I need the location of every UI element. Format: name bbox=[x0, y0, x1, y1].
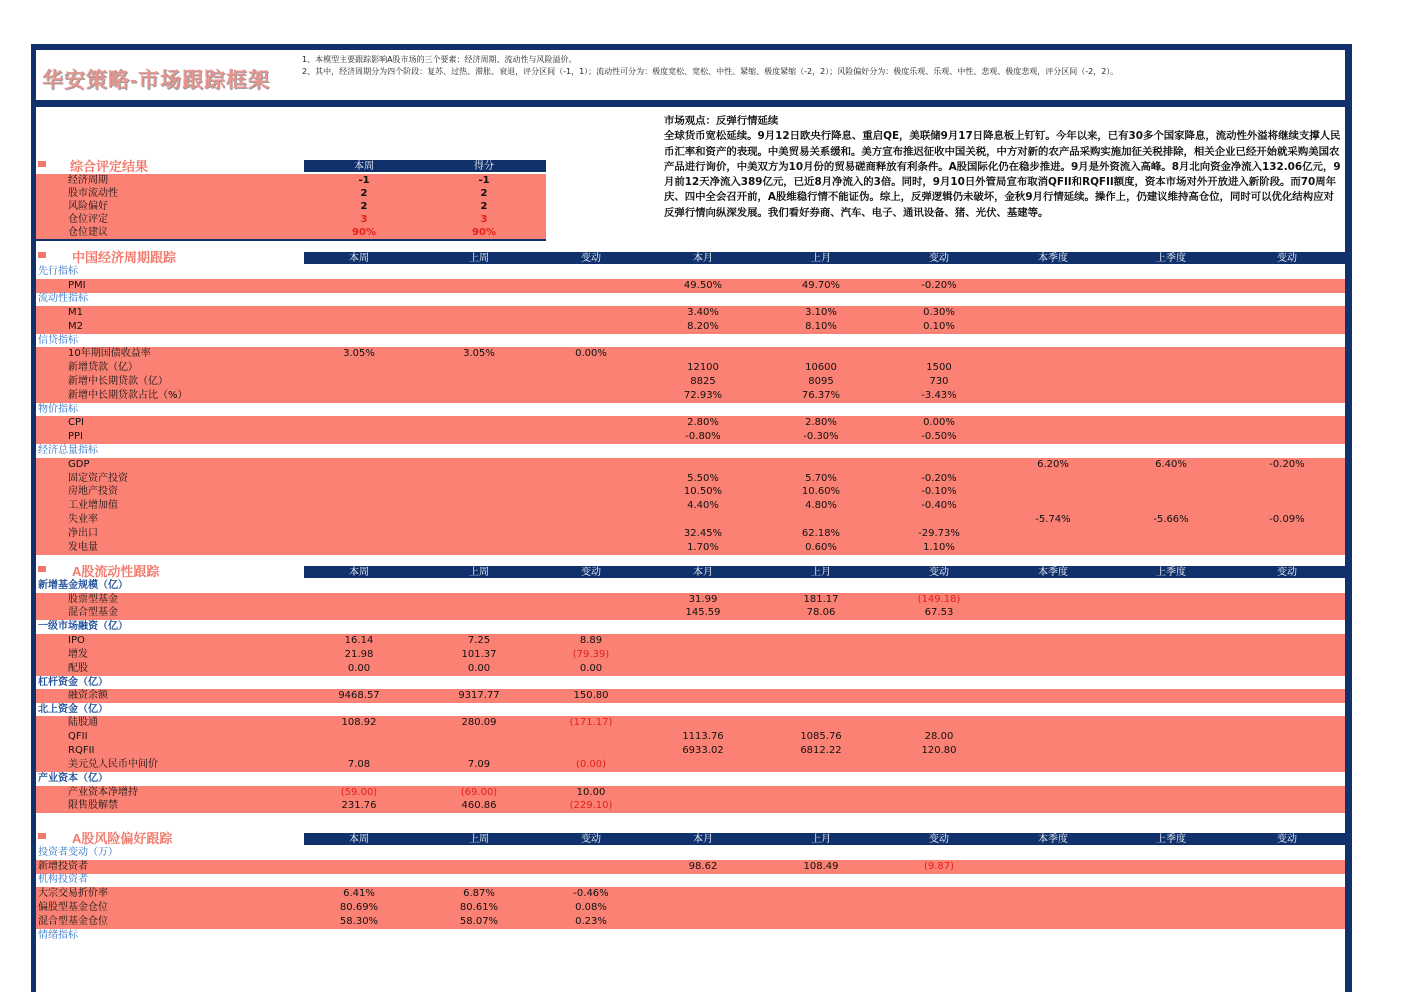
row-label: 偏股型基金仓位 bbox=[38, 901, 108, 913]
row-label: 失业率 bbox=[68, 514, 98, 526]
summary-row-value: 2 bbox=[360, 201, 368, 212]
row-value: -29.73% bbox=[918, 528, 960, 540]
row-value: 1113.76 bbox=[682, 731, 724, 743]
summary-header-score: 得分 bbox=[474, 161, 494, 172]
market-view bbox=[664, 114, 1344, 221]
row-value: 6.20% bbox=[1037, 458, 1069, 470]
page-title: 华安策略-市场跟踪框架 bbox=[42, 69, 270, 92]
row-value: 1085.76 bbox=[800, 731, 842, 743]
row-label: 大宗交易折价率 bbox=[38, 887, 108, 899]
row-value: 31.99 bbox=[688, 593, 718, 605]
row-value: 0.00 bbox=[579, 662, 603, 674]
table-row bbox=[36, 634, 1350, 648]
row-label: 限售股解禁 bbox=[68, 800, 118, 812]
row-label: 陆股通 bbox=[68, 717, 98, 729]
row-value: (149.18) bbox=[917, 593, 961, 605]
row-value: -0.40% bbox=[921, 500, 957, 512]
row-value: -0.80% bbox=[685, 431, 721, 443]
row-value: 3.05% bbox=[343, 348, 375, 360]
summary-row-value: 2 bbox=[480, 201, 488, 212]
table-row bbox=[36, 716, 1350, 730]
row-value: 460.86 bbox=[461, 800, 497, 812]
row-value: -0.46% bbox=[573, 887, 609, 899]
table-row bbox=[36, 887, 1350, 901]
sec1-header bbox=[304, 252, 1348, 264]
sec2-title: A股流动性跟踪 bbox=[72, 564, 160, 579]
indicator-group: 物价指标 bbox=[38, 403, 78, 415]
sec1-col-header: 本月 bbox=[693, 253, 713, 264]
row-label: 新增中长期贷款占比（%） bbox=[68, 389, 188, 401]
row-value: 72.93% bbox=[683, 389, 723, 401]
sec3-col-header: 本月 bbox=[693, 834, 713, 845]
table-row bbox=[36, 915, 1350, 929]
row-value: 1.70% bbox=[687, 542, 719, 553]
table-row bbox=[36, 430, 1350, 444]
row-value: -5.66% bbox=[1153, 514, 1189, 526]
row-value: 6.40% bbox=[1155, 458, 1187, 470]
row-label: 美元兑人民币中间价 bbox=[68, 759, 158, 771]
row-value: 7.25 bbox=[467, 634, 491, 646]
row-value: 6.87% bbox=[463, 887, 495, 899]
row-label: 混合型基金 bbox=[68, 607, 118, 619]
row-value: 101.37 bbox=[461, 648, 497, 660]
row-label: 产业资本净增持 bbox=[68, 786, 138, 798]
row-value: (69.00) bbox=[460, 786, 498, 798]
row-label: 房地产投资 bbox=[68, 486, 118, 498]
section-marker-icon bbox=[38, 566, 46, 572]
sec3-col-header: 上季度 bbox=[1156, 834, 1186, 845]
note-line: 1、本模型主要跟踪影响A股市场的三个要素：经济周期、流动性与风险溢价。 bbox=[302, 55, 577, 64]
sec3-col-header: 变动 bbox=[1277, 834, 1297, 845]
row-value: -0.10% bbox=[921, 486, 957, 498]
row-value: 12100 bbox=[687, 362, 719, 374]
row-value: -3.43% bbox=[921, 389, 957, 401]
row-label: 新增中长期贷款（亿） bbox=[68, 376, 168, 387]
sec1-col-header: 本周 bbox=[349, 253, 369, 264]
row-label: 新增贷款（亿） bbox=[68, 362, 138, 374]
sec1-col-header: 上周 bbox=[469, 253, 489, 264]
row-value: 49.50% bbox=[683, 279, 723, 291]
row-value: 120.80 bbox=[921, 745, 957, 757]
note-line: 2、其中，经济周期分为四个阶段：复苏、过热、滞胀、衰退，评分区间（-1，1）；流动性可分为：极度宽松、宽松、中性、紧缩、极度紧缩（-2，2）；风险偏好分为：极度乐观、乐观、中性、悲观、极度悲观，评分区间（-2，2）。 bbox=[302, 67, 1119, 76]
row-label: 发电量 bbox=[68, 542, 98, 553]
row-value: 0.00% bbox=[923, 417, 955, 429]
table-row bbox=[36, 513, 1350, 527]
market-view-title: 市场观点：反弹行情延续 bbox=[664, 115, 779, 127]
row-value: 5.70% bbox=[805, 472, 837, 484]
row-value: (171.17) bbox=[569, 717, 613, 729]
indicator-group: 经济总量指标 bbox=[38, 445, 98, 457]
summary-row-value: -1 bbox=[478, 175, 490, 186]
row-value: 6933.02 bbox=[682, 745, 724, 757]
sec2-col-header: 本季度 bbox=[1038, 567, 1068, 578]
row-value: 1.10% bbox=[923, 542, 955, 553]
row-value: -0.30% bbox=[803, 431, 839, 443]
row-label: 混合型基金仓位 bbox=[38, 915, 108, 927]
table-row bbox=[36, 527, 1350, 541]
sec2-header bbox=[304, 566, 1348, 578]
row-label: CPI bbox=[68, 417, 84, 429]
summary-row-label: 仓位建议 bbox=[68, 227, 108, 238]
indicator-group: 产业资本（亿） bbox=[38, 773, 108, 784]
row-label: 10年期国债收益率 bbox=[68, 348, 151, 360]
sec2-col-header: 上月 bbox=[811, 567, 831, 578]
row-value: 8095 bbox=[808, 376, 834, 387]
sec1-col-header: 变动 bbox=[1277, 253, 1297, 264]
row-label: PPI bbox=[68, 431, 84, 443]
row-value: 49.70% bbox=[801, 279, 841, 291]
table-row bbox=[36, 662, 1350, 676]
title-box bbox=[36, 50, 298, 100]
row-value: 8.89 bbox=[579, 634, 603, 646]
sec1-col-header: 上季度 bbox=[1156, 253, 1186, 264]
row-value: 730 bbox=[929, 376, 949, 387]
sec2-col-header: 变动 bbox=[581, 567, 601, 578]
row-label: RQFII bbox=[68, 745, 95, 757]
indicator-group: 杠杆资金（亿） bbox=[38, 676, 108, 688]
sec1-col-header: 上月 bbox=[811, 253, 831, 264]
row-value: 9317.77 bbox=[458, 690, 500, 701]
row-label: 股票型基金 bbox=[68, 593, 118, 605]
table-row bbox=[36, 472, 1350, 486]
table-row bbox=[36, 375, 1350, 389]
section-marker-icon bbox=[38, 833, 46, 839]
row-value: 280.09 bbox=[461, 717, 497, 729]
indicator-group: 新增基金规模（亿） bbox=[38, 580, 128, 591]
row-value: -0.20% bbox=[921, 279, 957, 291]
indicator-group: 投资者变动（万） bbox=[38, 847, 118, 858]
row-value: 10.50% bbox=[683, 486, 723, 498]
model-notes bbox=[302, 54, 1118, 78]
row-value: 145.59 bbox=[685, 607, 721, 619]
row-value: 0.00% bbox=[575, 348, 607, 360]
row-value: 231.76 bbox=[341, 800, 377, 812]
row-value: 3.40% bbox=[687, 306, 719, 318]
row-value: 10.60% bbox=[801, 486, 841, 498]
table-row bbox=[36, 860, 1350, 874]
summary-row-value: 3 bbox=[480, 214, 488, 225]
summary-row-value: -1 bbox=[358, 175, 370, 186]
table-row bbox=[36, 744, 1350, 758]
row-value: 4.40% bbox=[687, 500, 719, 512]
summary-row-value: 3 bbox=[360, 214, 368, 225]
indicator-group: 北上资金（亿） bbox=[38, 703, 108, 715]
table-row bbox=[36, 361, 1350, 375]
indicator-group: 一级市场融资（亿） bbox=[38, 621, 128, 633]
row-value: 32.45% bbox=[683, 528, 723, 540]
row-value: 150.80 bbox=[573, 690, 609, 701]
table-row bbox=[36, 593, 1350, 607]
row-value: 181.17 bbox=[803, 593, 839, 605]
row-value: 3.05% bbox=[463, 348, 495, 360]
row-value: (0.00) bbox=[575, 759, 607, 771]
report-frame bbox=[31, 44, 1352, 992]
row-value: 3.10% bbox=[805, 306, 837, 318]
table-row bbox=[36, 689, 1350, 703]
row-value: -0.50% bbox=[921, 431, 957, 443]
row-label: QFII bbox=[68, 731, 88, 743]
sec2-col-header: 上季度 bbox=[1156, 567, 1186, 578]
table-row bbox=[36, 648, 1350, 662]
row-value: -0.09% bbox=[1269, 514, 1305, 526]
row-value: 21.98 bbox=[344, 648, 374, 660]
sec1-col-header: 本季度 bbox=[1038, 253, 1068, 264]
row-label: GDP bbox=[68, 458, 90, 470]
table-row bbox=[36, 541, 1350, 555]
summary-header-week: 本周 bbox=[354, 161, 374, 172]
sec2-col-header: 上周 bbox=[469, 567, 489, 578]
summary-row bbox=[36, 200, 546, 213]
section-marker-icon bbox=[38, 252, 46, 258]
table-row bbox=[36, 758, 1350, 772]
row-value: 2.80% bbox=[805, 417, 837, 429]
row-label: 净出口 bbox=[68, 528, 98, 540]
summary-row-value: 2 bbox=[360, 188, 368, 199]
sec3-col-header: 本周 bbox=[349, 834, 369, 845]
row-value: 4.80% bbox=[805, 500, 837, 512]
indicator-group: 先行指标 bbox=[38, 266, 78, 277]
table-row bbox=[36, 347, 1350, 361]
table-row bbox=[36, 416, 1350, 430]
indicator-group: 情绪指标 bbox=[38, 929, 78, 941]
row-value: 2.80% bbox=[687, 417, 719, 429]
table-row bbox=[36, 320, 1350, 334]
row-value: 7.09 bbox=[467, 759, 491, 771]
section-marker-icon bbox=[38, 161, 46, 167]
table-row bbox=[36, 606, 1350, 620]
sec2-col-header: 本月 bbox=[693, 567, 713, 578]
row-value: 10.00 bbox=[576, 786, 606, 798]
row-value: 8.10% bbox=[805, 320, 837, 332]
row-label: PMI bbox=[68, 279, 86, 291]
row-value: -0.20% bbox=[1269, 458, 1305, 470]
table-row bbox=[36, 279, 1350, 293]
table-row bbox=[36, 389, 1350, 403]
indicator-group: 信贷指标 bbox=[38, 334, 78, 346]
row-value: -5.74% bbox=[1035, 514, 1071, 526]
row-label: 工业增加值 bbox=[68, 500, 118, 512]
table-row bbox=[36, 485, 1350, 499]
row-value: 5.50% bbox=[687, 472, 719, 484]
row-value: 98.62 bbox=[688, 860, 718, 872]
row-label: M2 bbox=[68, 320, 83, 332]
row-value: (59.00) bbox=[340, 786, 378, 798]
row-value: 28.00 bbox=[924, 731, 954, 743]
row-value: 108.92 bbox=[341, 717, 377, 729]
sec3-header bbox=[304, 833, 1348, 845]
indicator-group: 流动性指标 bbox=[38, 293, 88, 305]
row-value: 9468.57 bbox=[338, 690, 380, 701]
summary-row-label: 经济周期 bbox=[68, 175, 108, 186]
sec3-col-header: 本季度 bbox=[1038, 834, 1068, 845]
row-value: 58.30% bbox=[339, 915, 379, 927]
summary-title: 综合评定结果 bbox=[70, 159, 149, 174]
table-row bbox=[36, 799, 1350, 813]
summary-row-value: 90% bbox=[352, 227, 376, 238]
sec2-col-header: 变动 bbox=[929, 567, 949, 578]
row-value: 0.60% bbox=[805, 542, 837, 553]
row-label: 固定资产投资 bbox=[68, 472, 128, 484]
header-band bbox=[36, 100, 1345, 107]
row-value: 0.23% bbox=[575, 915, 607, 927]
summary-row-label: 仓位评定 bbox=[68, 214, 108, 225]
row-value: -0.20% bbox=[921, 472, 957, 484]
sec3-col-header: 上周 bbox=[469, 834, 489, 845]
row-value: 8825 bbox=[690, 376, 716, 387]
summary-row bbox=[36, 213, 546, 226]
market-view-body: 全球货币宽松延续。9月12日欧央行降息、重启QE，美联储9月17日降息板上钉钉。今年以来，已有30多个国家降息，流动性外溢将继续支撑人民币汇率和资产的表现。中美贸易关系缓和。美方宣布推迟征收中国关税，中方对新的农产品采购实施加征关税排除，相关企业已经开始就采购美国农产品进行询价，中美双方为10月份的贸易磋商释放有利条件。A股国际化仍在稳步推进。9月是外资流入高峰。8月北向资金净流入132.06亿元，9月前12天净流入389亿元，已近8月净流入的3倍。同时，9月10日外管局宣布取消QFII和RQFII额度，资本市场对外开放进入新阶段。而70周年庆、四中全会召开前，A股维稳行情不能证伪。综上，反弹逻辑仍未破坏，金秋9月行情延续。操作上，仍建议维持高仓位，同时可以优化结构应对反弹行情向纵深发展。我们看好券商、汽车、电子、通讯设备、猪、光伏、基建等。 bbox=[664, 130, 1341, 219]
row-value: 80.69% bbox=[339, 901, 379, 913]
row-value: 0.00 bbox=[467, 662, 491, 674]
table-row bbox=[36, 306, 1350, 320]
row-value: 6812.22 bbox=[800, 745, 842, 757]
summary-row bbox=[36, 226, 546, 241]
summary-row bbox=[36, 187, 546, 200]
row-label: IPO bbox=[68, 634, 85, 646]
row-value: 1500 bbox=[926, 362, 952, 374]
row-value: 76.37% bbox=[801, 389, 841, 401]
sec3-col-header: 变动 bbox=[581, 834, 601, 845]
summary-row-label: 风险偏好 bbox=[68, 201, 108, 212]
row-label: 配股 bbox=[68, 662, 88, 674]
summary-row-label: 股市流动性 bbox=[68, 188, 118, 199]
summary-header bbox=[304, 160, 546, 172]
sec1-col-header: 变动 bbox=[581, 253, 601, 264]
table-row bbox=[36, 499, 1350, 513]
sec3-col-header: 上月 bbox=[811, 834, 831, 845]
row-value: 58.07% bbox=[459, 915, 499, 927]
row-label: 增发 bbox=[68, 648, 88, 660]
indicator-group: 机构投资者 bbox=[38, 874, 88, 886]
row-value: 8.20% bbox=[687, 320, 719, 332]
table-row bbox=[36, 730, 1350, 744]
summary-row bbox=[36, 174, 546, 187]
row-value: 67.53 bbox=[924, 607, 954, 619]
row-label: M1 bbox=[68, 306, 83, 318]
row-value: (9.87) bbox=[923, 860, 955, 872]
row-value: 62.18% bbox=[801, 528, 841, 540]
sec1-title: 中国经济周期跟踪 bbox=[72, 250, 177, 265]
row-value: (79.39) bbox=[572, 648, 610, 660]
summary-row-value: 90% bbox=[472, 227, 496, 238]
table-row bbox=[36, 901, 1350, 915]
table-row bbox=[36, 458, 1350, 472]
row-label: 融资余额 bbox=[68, 690, 108, 701]
row-value: 0.10% bbox=[923, 320, 955, 332]
row-value: 0.00 bbox=[347, 662, 371, 674]
row-value: 0.30% bbox=[923, 306, 955, 318]
row-value: 0.08% bbox=[575, 901, 607, 913]
row-value: (229.10) bbox=[569, 800, 613, 812]
sec1-col-header: 变动 bbox=[929, 253, 949, 264]
row-value: 7.08 bbox=[347, 759, 371, 771]
row-value: 80.61% bbox=[459, 901, 499, 913]
sec3-col-header: 变动 bbox=[929, 834, 949, 845]
sec2-col-header: 本周 bbox=[349, 567, 369, 578]
row-value: 78.06 bbox=[806, 607, 836, 619]
sec3-title: A股风险偏好跟踪 bbox=[72, 831, 173, 846]
row-value: 10600 bbox=[805, 362, 837, 374]
summary-row-value: 2 bbox=[480, 188, 488, 199]
row-value: 108.49 bbox=[803, 860, 839, 872]
row-value: 16.14 bbox=[344, 634, 374, 646]
sec2-col-header: 变动 bbox=[1277, 567, 1297, 578]
row-value: 6.41% bbox=[343, 887, 375, 899]
row-label: 新增投资者 bbox=[38, 860, 88, 872]
table-row bbox=[36, 786, 1350, 800]
